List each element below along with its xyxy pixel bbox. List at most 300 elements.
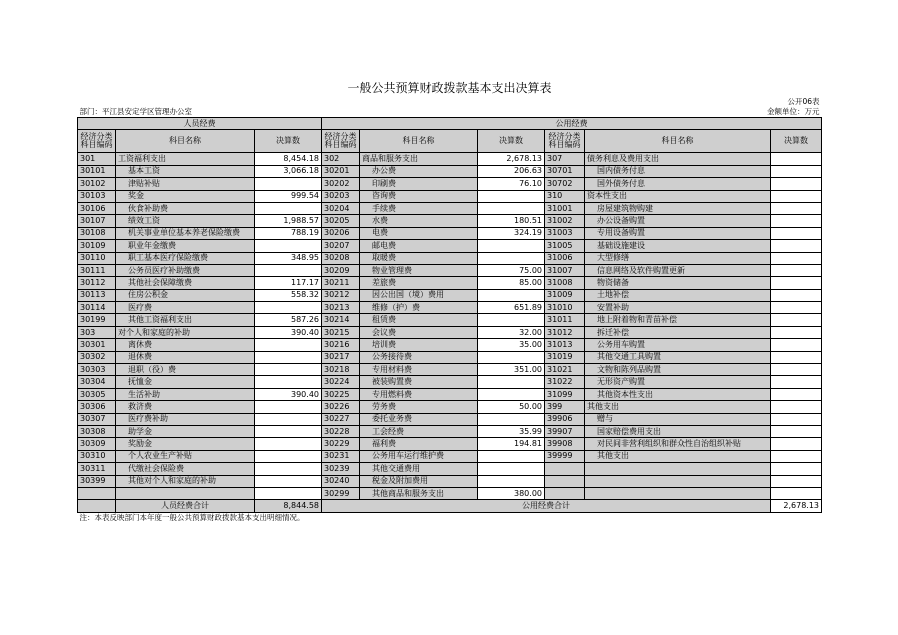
personnel-amount-cell <box>255 487 322 499</box>
capital-code-cell: 31099 <box>545 388 585 400</box>
public-name-cell: 邮电费 <box>360 240 478 252</box>
capital-name-cell: 其他资本性支出 <box>585 388 771 400</box>
capital-code-cell: 31009 <box>545 289 585 301</box>
public-amount-cell: 651.89 <box>478 302 545 314</box>
col-code-header: 经济分类 科目编码 <box>545 130 585 153</box>
public-amount-cell <box>478 376 545 388</box>
capital-amount-cell <box>771 463 822 475</box>
personnel-name-cell: 代缴社会保险费 <box>116 463 255 475</box>
table-row <box>78 463 822 475</box>
public-name-cell: 会议费 <box>360 326 478 338</box>
public-name-cell: 咨询费 <box>360 190 478 202</box>
personnel-name-cell: 奖金 <box>116 190 255 202</box>
department-label: 部门：平江县安定学区管理办公室 <box>79 107 192 117</box>
public-name-cell: 其他交通费用 <box>360 463 478 475</box>
capital-amount-cell <box>771 240 822 252</box>
personnel-name-cell <box>116 487 255 499</box>
personnel-amount-cell <box>255 264 322 276</box>
table-row <box>78 153 822 165</box>
personnel-amount-cell <box>255 339 322 351</box>
personnel-code-cell: 30107 <box>78 215 116 227</box>
capital-code-cell: 31006 <box>545 252 585 264</box>
personnel-amount-cell <box>255 364 322 376</box>
public-code-cell: 30228 <box>322 425 360 437</box>
table-row <box>78 438 822 450</box>
personnel-amount-cell <box>255 401 322 413</box>
capital-amount-cell <box>771 190 822 202</box>
personnel-code-cell: 30309 <box>78 438 116 450</box>
capital-name-cell: 基础设施建设 <box>585 240 771 252</box>
public-code-cell: 30226 <box>322 401 360 413</box>
capital-name-cell: 专用设备购置 <box>585 227 771 239</box>
personnel-code-cell: 30311 <box>78 463 116 475</box>
capital-amount-cell <box>771 475 822 487</box>
public-name-cell: 维修（护）费 <box>360 302 478 314</box>
table-row <box>78 302 822 314</box>
public-code-cell: 30217 <box>322 351 360 363</box>
capital-name-cell: 其他支出 <box>585 450 771 462</box>
personnel-name-cell: 津贴补贴 <box>116 178 255 190</box>
public-amount-cell <box>478 388 545 400</box>
personnel-code-cell: 30102 <box>78 178 116 190</box>
public-name-cell: 培训费 <box>360 339 478 351</box>
capital-code-cell: 39908 <box>545 438 585 450</box>
capital-name-cell: 国外债务付息 <box>585 178 771 190</box>
capital-name-cell: 无形资产购置 <box>585 376 771 388</box>
personnel-code-cell: 30111 <box>78 264 116 276</box>
personnel-code-cell: 30308 <box>78 425 116 437</box>
table-row <box>78 487 822 499</box>
capital-name-cell <box>585 487 771 499</box>
personnel-code-cell: 30110 <box>78 252 116 264</box>
personnel-name-cell: 住房公积金 <box>116 289 255 301</box>
personnel-code-cell: 30306 <box>78 401 116 413</box>
capital-name-cell: 安置补助 <box>585 302 771 314</box>
personnel-code-cell: 301 <box>78 153 116 165</box>
budget-sheet <box>77 79 822 524</box>
public-amount-cell: 50.00 <box>478 401 545 413</box>
capital-code-cell: 31001 <box>545 202 585 214</box>
table-row <box>78 425 822 437</box>
personnel-name-cell: 基本工资 <box>116 165 255 177</box>
capital-name-cell <box>585 475 771 487</box>
public-name-cell: 租赁费 <box>360 314 478 326</box>
personnel-name-cell: 工资福利支出 <box>116 153 255 165</box>
personnel-amount-cell <box>255 351 322 363</box>
personnel-amount-cell <box>255 450 322 462</box>
public-name-cell: 被装购置费 <box>360 376 478 388</box>
capital-name-cell: 大型修缮 <box>585 252 771 264</box>
personnel-name-cell: 离休费 <box>116 339 255 351</box>
public-name-cell: 办公费 <box>360 165 478 177</box>
public-code-cell: 30203 <box>322 190 360 202</box>
personnel-name-cell: 其他工资福利支出 <box>116 314 255 326</box>
expenditure-table <box>77 79 822 524</box>
public-code-cell: 30239 <box>322 463 360 475</box>
capital-code-cell: 31022 <box>545 376 585 388</box>
personnel-amount-cell <box>255 425 322 437</box>
capital-amount-cell <box>771 487 822 499</box>
personnel-code-cell: 30302 <box>78 351 116 363</box>
personnel-amount-cell: 558.32 <box>255 289 322 301</box>
capital-code-cell: 30702 <box>545 178 585 190</box>
capital-code-cell: 310 <box>545 190 585 202</box>
capital-name-cell: 物资储备 <box>585 277 771 289</box>
personnel-amount-cell <box>255 438 322 450</box>
public-code-cell: 30202 <box>322 178 360 190</box>
personnel-amount-cell: 390.40 <box>255 326 322 338</box>
public-amount-cell <box>478 190 545 202</box>
public-amount-cell: 75.00 <box>478 264 545 276</box>
capital-amount-cell <box>771 438 822 450</box>
form-code: 公开06表 <box>787 97 820 107</box>
capital-code-cell: 399 <box>545 401 585 413</box>
table-row <box>78 401 822 413</box>
capital-amount-cell <box>771 388 822 400</box>
capital-amount-cell <box>771 215 822 227</box>
table-row <box>78 475 822 487</box>
table-row <box>78 202 822 214</box>
public-amount-cell <box>478 240 545 252</box>
personnel-name-cell: 退职（役）费 <box>116 364 255 376</box>
personnel-code-cell: 30301 <box>78 339 116 351</box>
capital-name-cell: 公务用车购置 <box>585 339 771 351</box>
public-code-cell: 30201 <box>322 165 360 177</box>
personnel-amount-cell <box>255 178 322 190</box>
public-code-cell: 302 <box>322 153 360 165</box>
personnel-amount-cell <box>255 413 322 425</box>
capital-amount-cell <box>771 277 822 289</box>
capital-code-cell: 31005 <box>545 240 585 252</box>
public-amount-cell: 351.00 <box>478 364 545 376</box>
public-name-cell: 专用材料费 <box>360 364 478 376</box>
capital-amount-cell <box>771 376 822 388</box>
table-row <box>78 215 822 227</box>
public-amount-cell <box>478 289 545 301</box>
public-code-cell: 30204 <box>322 202 360 214</box>
capital-name-cell: 赠与 <box>585 413 771 425</box>
col-name-header: 科目名称 <box>585 130 771 153</box>
personnel-code-cell: 30106 <box>78 202 116 214</box>
capital-name-cell: 办公设备购置 <box>585 215 771 227</box>
col-code-header: 经济分类 科目编码 <box>78 130 116 153</box>
personnel-amount-cell <box>255 240 322 252</box>
capital-amount-cell <box>771 302 822 314</box>
public-name-cell: 物业管理费 <box>360 264 478 276</box>
table-row <box>78 264 822 276</box>
personnel-name-cell: 个人农业生产补贴 <box>116 450 255 462</box>
public-name-cell: 取暖费 <box>360 252 478 264</box>
capital-code-cell <box>545 463 585 475</box>
personnel-code-cell: 30199 <box>78 314 116 326</box>
public-code-cell: 30207 <box>322 240 360 252</box>
capital-name-cell: 其他支出 <box>585 401 771 413</box>
public-amount-cell: 324.19 <box>478 227 545 239</box>
public-code-cell: 30213 <box>322 302 360 314</box>
public-code-cell: 30225 <box>322 388 360 400</box>
public-amount-cell: 2,678.13 <box>478 153 545 165</box>
personnel-name-cell: 生活补助 <box>116 388 255 400</box>
public-amount-cell <box>478 463 545 475</box>
public-total-amount: 2,678.13 <box>771 500 822 512</box>
public-amount-cell: 206.63 <box>478 165 545 177</box>
personnel-code-cell <box>78 487 116 499</box>
capital-code-cell: 31010 <box>545 302 585 314</box>
public-name-cell: 劳务费 <box>360 401 478 413</box>
table-row <box>78 413 822 425</box>
public-amount-cell <box>478 351 545 363</box>
capital-code-cell: 31011 <box>545 314 585 326</box>
public-name-cell: 公务接待费 <box>360 351 478 363</box>
personnel-amount-cell: 117.17 <box>255 277 322 289</box>
capital-amount-cell <box>771 153 822 165</box>
personnel-name-cell: 助学金 <box>116 425 255 437</box>
public-name-cell: 商品和服务支出 <box>360 153 478 165</box>
public-code-cell: 30216 <box>322 339 360 351</box>
personnel-code-cell: 303 <box>78 326 116 338</box>
personnel-name-cell: 救济费 <box>116 401 255 413</box>
personnel-name-cell: 医疗费 <box>116 302 255 314</box>
public-amount-cell: 85.00 <box>478 277 545 289</box>
personnel-amount-cell: 348.95 <box>255 252 322 264</box>
public-code-cell: 30212 <box>322 289 360 301</box>
capital-code-cell: 31019 <box>545 351 585 363</box>
personnel-amount-cell: 3,066.18 <box>255 165 322 177</box>
capital-code-cell <box>545 475 585 487</box>
public-code-cell: 30205 <box>322 215 360 227</box>
capital-name-cell: 资本性支出 <box>585 190 771 202</box>
capital-amount-cell <box>771 326 822 338</box>
personnel-amount-cell <box>255 376 322 388</box>
capital-amount-cell <box>771 227 822 239</box>
capital-amount-cell <box>771 450 822 462</box>
capital-name-cell: 对民间非营利组织和群众性自治组织补贴 <box>585 438 771 450</box>
personnel-code-cell: 30310 <box>78 450 116 462</box>
public-name-cell: 水费 <box>360 215 478 227</box>
public-code-cell: 30229 <box>322 438 360 450</box>
personnel-amount-cell <box>255 463 322 475</box>
public-header: 公用经费 <box>322 118 822 130</box>
personnel-code-cell: 30303 <box>78 364 116 376</box>
capital-code-cell: 31007 <box>545 264 585 276</box>
col-amount-header: 决算数 <box>478 130 545 153</box>
capital-amount-cell <box>771 264 822 276</box>
capital-code-cell: 31003 <box>545 227 585 239</box>
col-code-header: 经济分类 科目编码 <box>322 130 360 153</box>
capital-name-cell: 国家赔偿费用支出 <box>585 425 771 437</box>
public-amount-cell: 35.00 <box>478 339 545 351</box>
table-row <box>78 351 822 363</box>
capital-code-cell: 39906 <box>545 413 585 425</box>
personnel-code-cell: 30399 <box>78 475 116 487</box>
personnel-name-cell: 医疗费补助 <box>116 413 255 425</box>
personnel-total-label: 人员经费合计 <box>116 500 255 512</box>
public-amount-cell: 380.00 <box>478 487 545 499</box>
table-row <box>78 364 822 376</box>
table-row <box>78 326 822 338</box>
table-row <box>78 165 822 177</box>
personnel-amount-cell <box>255 202 322 214</box>
personnel-header: 人员经费 <box>78 118 322 130</box>
capital-name-cell: 房屋建筑物购建 <box>585 202 771 214</box>
capital-code-cell: 31008 <box>545 277 585 289</box>
public-code-cell: 30211 <box>322 277 360 289</box>
public-amount-cell <box>478 252 545 264</box>
table-row <box>78 227 822 239</box>
public-amount-cell: 35.99 <box>478 425 545 437</box>
public-code-cell: 30231 <box>322 450 360 462</box>
capital-code-cell: 31021 <box>545 364 585 376</box>
personnel-name-cell: 绩效工资 <box>116 215 255 227</box>
capital-amount-cell <box>771 202 822 214</box>
public-code-cell: 30218 <box>322 364 360 376</box>
personnel-name-cell: 退休费 <box>116 351 255 363</box>
public-amount-cell: 76.10 <box>478 178 545 190</box>
personnel-code-cell: 30112 <box>78 277 116 289</box>
personnel-amount-cell <box>255 475 322 487</box>
personnel-name-cell: 职工基本医疗保险缴费 <box>116 252 255 264</box>
public-amount-cell: 194.81 <box>478 438 545 450</box>
col-amount-header: 决算数 <box>771 130 822 153</box>
public-amount-cell: 180.51 <box>478 215 545 227</box>
personnel-name-cell: 其他对个人和家庭的补助 <box>116 475 255 487</box>
capital-code-cell: 31012 <box>545 326 585 338</box>
capital-amount-cell <box>771 425 822 437</box>
public-code-cell: 30240 <box>322 475 360 487</box>
public-amount-cell <box>478 475 545 487</box>
table-row <box>78 190 822 202</box>
totals-blank <box>78 500 116 512</box>
capital-name-cell: 文物和陈列品购置 <box>585 364 771 376</box>
public-code-cell: 30224 <box>322 376 360 388</box>
capital-code-cell: 39907 <box>545 425 585 437</box>
public-name-cell: 因公出国（境）费用 <box>360 289 478 301</box>
personnel-name-cell: 职业年金缴费 <box>116 240 255 252</box>
personnel-amount-cell: 390.40 <box>255 388 322 400</box>
public-amount-cell <box>478 314 545 326</box>
table-row <box>78 178 822 190</box>
capital-code-cell: 39999 <box>545 450 585 462</box>
table-note: 注：本表反映部门本年度一般公共预算财政拨款基本支出明细情况。 <box>79 513 305 523</box>
public-name-cell: 工会经费 <box>360 425 478 437</box>
table-row <box>78 252 822 264</box>
personnel-amount-cell: 1,988.57 <box>255 215 322 227</box>
capital-amount-cell <box>771 339 822 351</box>
public-amount-cell: 32.00 <box>478 326 545 338</box>
public-name-cell: 税金及附加费用 <box>360 475 478 487</box>
table-row <box>78 240 822 252</box>
personnel-code-cell: 30114 <box>78 302 116 314</box>
capital-name-cell: 国内债务付息 <box>585 165 771 177</box>
capital-name-cell: 债务利息及费用支出 <box>585 153 771 165</box>
capital-code-cell: 30701 <box>545 165 585 177</box>
capital-name-cell: 信息网络及软件购置更新 <box>585 264 771 276</box>
public-amount-cell <box>478 413 545 425</box>
public-name-cell: 其他商品和服务支出 <box>360 487 478 499</box>
unit-label: 金额单位：万元 <box>767 107 820 117</box>
capital-amount-cell <box>771 364 822 376</box>
public-code-cell: 30206 <box>322 227 360 239</box>
table-row <box>78 314 822 326</box>
personnel-name-cell: 公务员医疗补助缴费 <box>116 264 255 276</box>
table-row <box>78 388 822 400</box>
capital-amount-cell <box>771 165 822 177</box>
table-row <box>78 376 822 388</box>
public-code-cell: 30214 <box>322 314 360 326</box>
personnel-amount-cell: 8,454.18 <box>255 153 322 165</box>
public-name-cell: 委托业务费 <box>360 413 478 425</box>
personnel-amount-cell: 999.54 <box>255 190 322 202</box>
table-title: 一般公共预算财政拨款基本支出决算表 <box>347 81 552 95</box>
public-amount-cell <box>478 450 545 462</box>
public-total-label: 公用经费合计 <box>322 500 771 512</box>
personnel-code-cell: 30305 <box>78 388 116 400</box>
personnel-code-cell: 30304 <box>78 376 116 388</box>
personnel-name-cell: 抚恤金 <box>116 376 255 388</box>
table-row <box>78 289 822 301</box>
capital-code-cell: 31013 <box>545 339 585 351</box>
public-name-cell: 差旅费 <box>360 277 478 289</box>
public-name-cell: 手续费 <box>360 202 478 214</box>
capital-amount-cell <box>771 401 822 413</box>
personnel-amount-cell <box>255 302 322 314</box>
personnel-amount-cell: 587.26 <box>255 314 322 326</box>
capital-code-cell: 307 <box>545 153 585 165</box>
public-amount-cell <box>478 202 545 214</box>
public-name-cell: 电费 <box>360 227 478 239</box>
col-amount-header: 决算数 <box>255 130 322 153</box>
personnel-name-cell: 其他社会保障缴费 <box>116 277 255 289</box>
personnel-name-cell: 机关事业单位基本养老保险缴费 <box>116 227 255 239</box>
personnel-code-cell: 30108 <box>78 227 116 239</box>
capital-name-cell: 土地补偿 <box>585 289 771 301</box>
capital-name-cell: 拆迁补偿 <box>585 326 771 338</box>
public-code-cell: 30209 <box>322 264 360 276</box>
personnel-code-cell: 30101 <box>78 165 116 177</box>
public-code-cell: 30208 <box>322 252 360 264</box>
capital-amount-cell <box>771 289 822 301</box>
col-name-header: 科目名称 <box>360 130 478 153</box>
table-row <box>78 339 822 351</box>
personnel-amount-cell: 788.19 <box>255 227 322 239</box>
public-code-cell: 30299 <box>322 487 360 499</box>
capital-name-cell: 其他交通工具购置 <box>585 351 771 363</box>
personnel-code-cell: 30109 <box>78 240 116 252</box>
capital-amount-cell <box>771 314 822 326</box>
capital-amount-cell <box>771 252 822 264</box>
col-name-header: 科目名称 <box>116 130 255 153</box>
capital-amount-cell <box>771 413 822 425</box>
public-name-cell: 福利费 <box>360 438 478 450</box>
capital-name-cell: 地上附着物和青苗补偿 <box>585 314 771 326</box>
public-name-cell: 专用燃料费 <box>360 388 478 400</box>
capital-code-cell: 31002 <box>545 215 585 227</box>
personnel-code-cell: 30113 <box>78 289 116 301</box>
personnel-code-cell: 30307 <box>78 413 116 425</box>
capital-name-cell <box>585 463 771 475</box>
capital-code-cell <box>545 487 585 499</box>
personnel-name-cell: 奖励金 <box>116 438 255 450</box>
table-row <box>78 277 822 289</box>
personnel-code-cell: 30103 <box>78 190 116 202</box>
personnel-total-amount: 8,844.58 <box>255 500 322 512</box>
personnel-name-cell: 伙食补助费 <box>116 202 255 214</box>
public-code-cell: 30215 <box>322 326 360 338</box>
public-name-cell: 公务用车运行维护费 <box>360 450 478 462</box>
public-code-cell: 30227 <box>322 413 360 425</box>
public-name-cell: 印刷费 <box>360 178 478 190</box>
capital-amount-cell <box>771 178 822 190</box>
